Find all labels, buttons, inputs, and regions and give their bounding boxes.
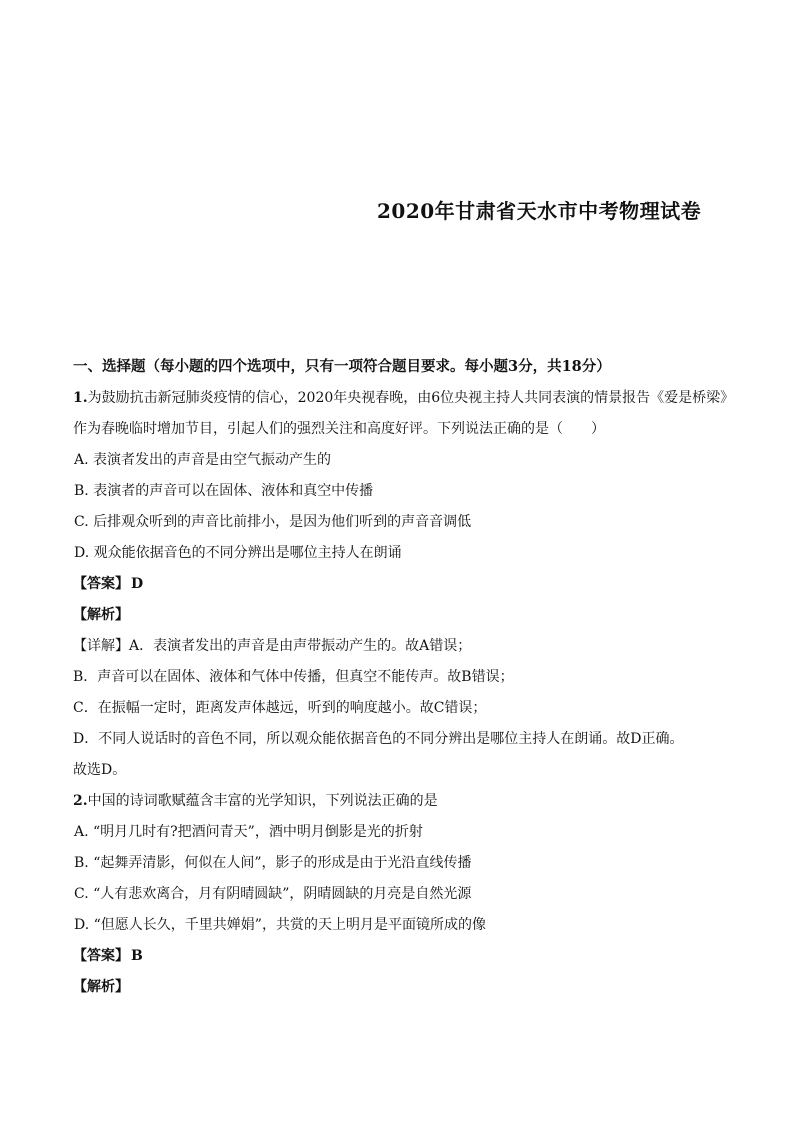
question-1-detail-1: 【详解】A．表演者发出的声音是由声带振动产生的。故A错误；: [73, 638, 472, 654]
page-title: 2020年甘肃省天水市中考物理试卷: [377, 199, 702, 223]
question-2-option-d: D. “但愿人长久，千里共婵娟”，共赏的天上明月是平面镜所成的像: [74, 917, 486, 933]
answer-label: 【答案】: [73, 948, 129, 964]
answer-label: 【答案】: [73, 576, 129, 592]
answer-value: B: [131, 948, 143, 964]
question-2-analysis-label: 【解析】: [73, 979, 129, 995]
question-2-stem-text: 中国的诗词歌赋蕴含丰富的光学知识，下列说法正确的是: [87, 793, 438, 809]
question-1-detail-4: D．不同人说话时的音色不同，所以观众能依据音色的不同分辨出是哪位主持人在朗诵。故D正确。: [73, 731, 684, 747]
question-2-option-b: B. “起舞弄清影，何似在人间”，影子的形成是由于光沿直线传播: [74, 855, 472, 871]
question-1-option-a: A. 表演者发出的声音是由空气振动产生的: [74, 452, 332, 468]
question-1-conclusion: 故选D。: [73, 762, 127, 778]
question-1-stem-line-2: 作为春晚临时增加节目，引起人们的强烈关注和高度好评。下列说法正确的是（ ）: [73, 421, 605, 437]
section-heading: 一、选择题（每小题的四个选项中，只有一项符合题目要求。每小题3分，共18分）: [73, 358, 611, 375]
question-1-stem-line-1: [73, 388, 733, 419]
question-1-detail-3: C．在振幅一定时，距离发声体越远，听到的响度越小。故C错误；: [73, 700, 487, 716]
question-1-detail-2: B．声音可以在固体、液体和气体中传播，但真空不能传声。故B错误；: [73, 669, 514, 685]
question-1-analysis-label: 【解析】: [73, 607, 129, 623]
question-1-stem-text-1: 为鼓励抗击新冠肺炎疫情的信心，2020年央视春晚，由6位央视主持人共同表演的情景报告《爱是桥梁》: [87, 390, 735, 406]
question-1-number: 1.: [73, 390, 88, 406]
question-1-option-b: B. 表演者的声音可以在固体、液体和真空中传播: [74, 483, 374, 499]
question-1-option-d: D. 观众能依据音色的不同分辨出是哪位主持人在朗诵: [74, 545, 402, 561]
question-2-stem: [73, 791, 733, 822]
exam-content: [73, 357, 733, 1008]
answer-value: D: [131, 576, 144, 592]
question-2-answer: [73, 946, 733, 977]
question-2-option-a: A. “明月几时有?把酒问青天”，酒中明月倒影是光的折射: [74, 824, 423, 840]
question-2-number: 2.: [73, 793, 88, 809]
question-1-option-c: C. 后排观众听到的声音比前排小，是因为他们听到的声音音调低: [74, 514, 472, 530]
question-2-option-c: C. “人有悲欢离合，月有阴晴圆缺”，阴晴圆缺的月亮是自然光源: [74, 886, 472, 902]
question-1-answer: [73, 574, 733, 605]
